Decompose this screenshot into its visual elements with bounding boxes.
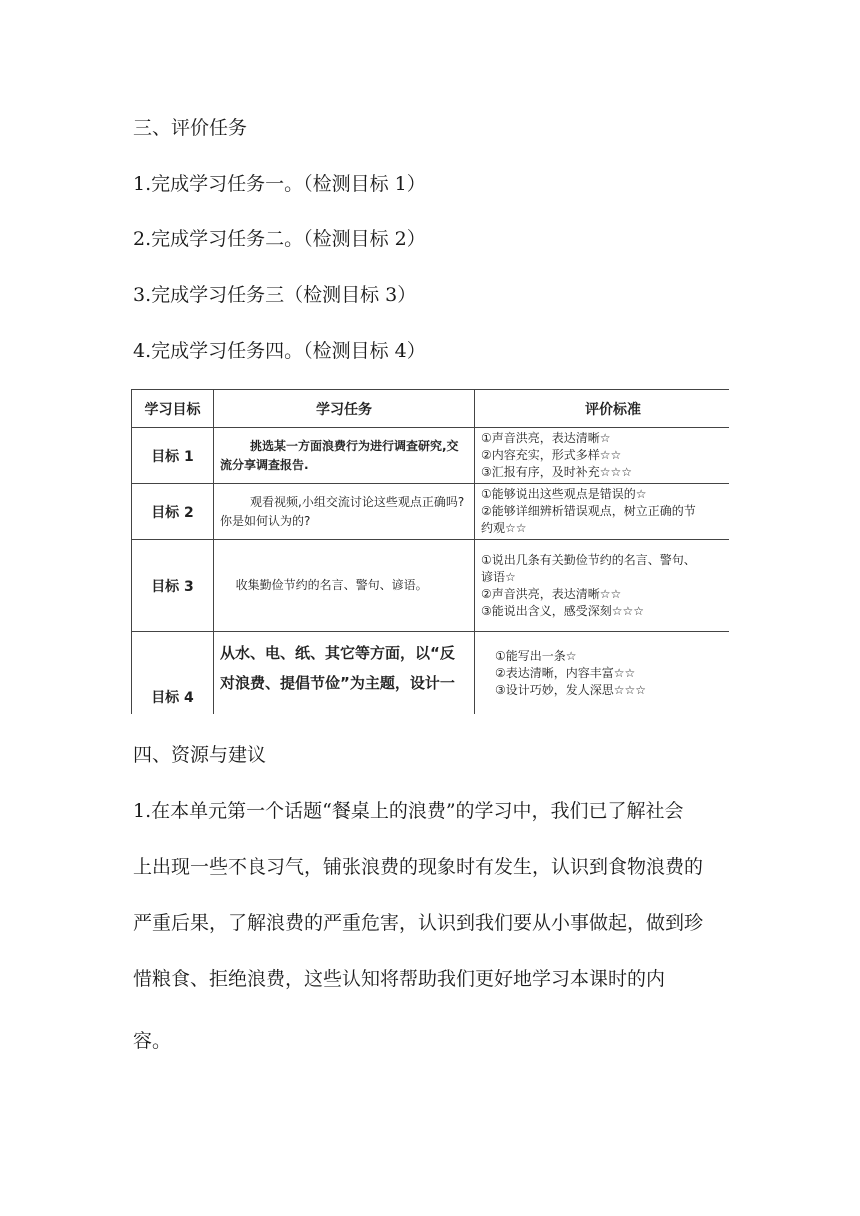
task-item-3: 3.完成学习任务三（检测目标 3） [133,284,417,306]
task-item-4: 4.完成学习任务四。（检测目标 4） [133,340,426,362]
section3-heading: 三、评价任务 [133,117,248,139]
table-row [132,632,730,715]
criteria-line: ②声音洪亮，表达清晰☆☆ [481,586,622,601]
goal-cell: 目标 2 [132,484,214,540]
criteria-line: 约观☆☆ [481,521,527,535]
table-row [132,428,730,484]
criteria-line: ②能够详细辨析错误观点，树立正确的节 [481,504,696,518]
criteria-cell [475,540,730,632]
table-header-row [132,390,730,428]
criteria-line: 谚语☆ [481,569,516,584]
task-cell: 收集勤俭节约的名言、警句、谚语。 [214,540,475,632]
header-task: 学习任务 [214,390,475,428]
paragraph-line: 严重后果，了解浪费的严重危害，认识到我们要从小事做起，做到珍 [133,912,704,934]
criteria-line: ②内容充实，形式多样☆☆ [481,448,622,462]
header-goal: 学习目标 [132,390,214,428]
paragraph-line: 惜粮食、拒绝浪费，这些认知将帮助我们更好地学习本课时的内 [133,968,666,990]
goal-cell: 目标 4 [132,632,214,715]
task-item-1: 1.完成学习任务一。（检测目标 1） [133,173,426,195]
paragraph-line: 上出现一些不良习气，铺张浪费的现象时有发生，认识到食物浪费的 [133,856,704,878]
task-cell: 从水、电、纸、其它等方面，以“反对浪费、提倡节俭”为主题，设计一 [214,632,475,715]
evaluation-table [131,389,729,714]
goal-cell: 目标 3 [132,540,214,632]
task-cell: 观看视频,小组交流讨论这些观点正确吗?你是如何认为的? [214,484,475,540]
criteria-line: ①能写出一条☆ [495,649,577,663]
task-cell: 挑选某一方面浪费行为进行调查研究,交流分享调查报告. [214,428,475,484]
criteria-line: ②表达清晰，内容丰富☆☆ [495,666,636,680]
criteria-line: ①说出几条有关勤俭节约的名言、警句、 [481,552,696,567]
criteria-cell [475,428,730,484]
criteria-cell [475,484,730,540]
criteria-line: ③汇报有序，及时补充☆☆☆ [481,465,633,479]
criteria-line: ③能说出含义，感受深刻☆☆☆ [481,603,645,618]
paragraph-line: 容。 [133,1030,172,1052]
header-criteria: 评价标准 [475,390,730,428]
table-row [132,484,730,540]
task-item-2: 2.完成学习任务二。（检测目标 2） [133,228,426,250]
resource-paragraph [133,783,733,1069]
criteria-cell [475,632,730,715]
paragraph-line: 1.在本单元第一个话题“餐桌上的浪费”的学习中，我们已了解社会 [133,800,684,822]
criteria-line: ③设计巧妙，发人深思☆☆☆ [495,683,647,697]
goal-cell: 目标 1 [132,428,214,484]
section4-heading: 四、资源与建议 [133,744,267,766]
criteria-line: ①能够说出这些观点是错误的☆ [481,487,647,501]
criteria-line: ①声音洪亮，表达清晰☆ [481,431,611,445]
table-row [132,540,730,632]
